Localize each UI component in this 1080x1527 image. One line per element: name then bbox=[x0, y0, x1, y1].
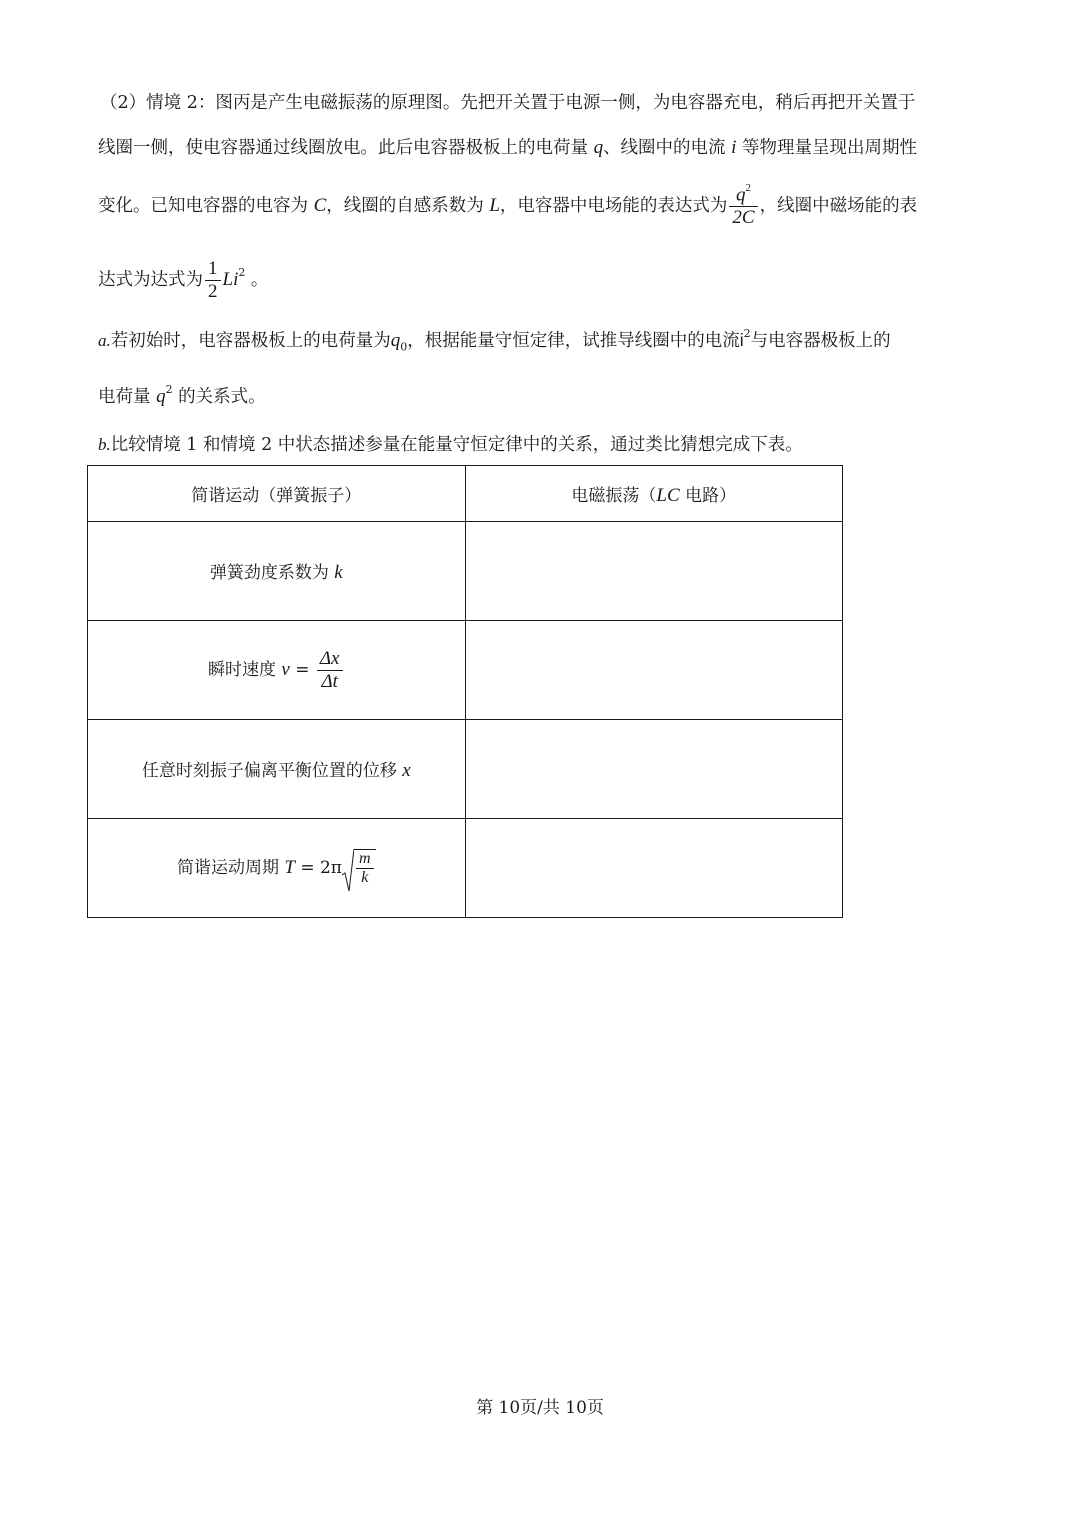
electric-energy-fraction bbox=[729, 184, 757, 229]
cell-answer-3[interactable] bbox=[465, 720, 843, 819]
magnetic-energy-fraction bbox=[205, 258, 221, 303]
paragraph-line-1 bbox=[100, 95, 915, 113]
row2-eq: = bbox=[289, 659, 315, 680]
part-a-text-4: 电荷量 bbox=[98, 386, 157, 407]
var-L: L bbox=[489, 195, 500, 217]
cell-answer-2[interactable] bbox=[465, 621, 843, 720]
var-C: C bbox=[313, 195, 327, 217]
header-right-LC: LC bbox=[656, 484, 680, 506]
row2-text: 瞬时速度 bbox=[208, 659, 282, 680]
cell-period bbox=[88, 819, 466, 918]
table-row bbox=[88, 819, 843, 918]
row1-text: 弹簧劲度系数为 bbox=[209, 563, 335, 583]
part-a-text-3: 与电容器极板上的 bbox=[750, 330, 891, 351]
header-em-oscillation bbox=[465, 466, 843, 522]
row4-den: k bbox=[361, 869, 369, 886]
cell-spring-constant bbox=[88, 522, 466, 621]
cell-displacement bbox=[88, 720, 466, 819]
var-i: i bbox=[731, 137, 737, 158]
row2-den: Δt bbox=[321, 670, 338, 692]
paragraph-line-3-c: ，电容器中电场能的表达式为 bbox=[499, 196, 728, 217]
part-a-line-1 bbox=[98, 327, 891, 354]
row4-var: T bbox=[284, 856, 295, 878]
velocity-fraction bbox=[317, 648, 343, 693]
var-q0: q bbox=[390, 329, 401, 351]
frac-num-q: q bbox=[735, 184, 746, 206]
row4-num: m bbox=[358, 849, 371, 867]
paragraph-line-2-c: 等物理量呈现出周期性 bbox=[736, 138, 917, 158]
paragraph-line-4 bbox=[98, 258, 268, 303]
var-Li: Li bbox=[222, 268, 239, 290]
paragraph-line-2-a: 线圈一侧，使电容器通过线圈放电。此后电容器极板上的电荷量 bbox=[98, 138, 594, 158]
paragraph-line-2 bbox=[98, 138, 917, 158]
part-a-text-1: 若初始时，电容器极板上的电荷量为 bbox=[110, 330, 391, 351]
part-b-text: 比较情境 1 和情境 2 中状态描述参量在能量守恒定律中的关系，通过类比猜想完成下表。 bbox=[110, 435, 803, 455]
i2-sup: 2 bbox=[743, 327, 751, 340]
part-a-line-2 bbox=[98, 383, 266, 407]
frac-den-2C: 2C bbox=[732, 207, 755, 229]
Li-sup: 2 bbox=[238, 266, 246, 280]
header-right-a: 电磁振荡（ bbox=[571, 485, 657, 506]
paragraph-line-3-d: ，线圈中磁场能的表 bbox=[759, 196, 918, 217]
frac-num-sup: 2 bbox=[745, 182, 751, 194]
var-q2: q bbox=[156, 385, 166, 407]
row2-var: v bbox=[281, 658, 290, 680]
part-a-label: a. bbox=[98, 330, 111, 350]
table-row bbox=[88, 720, 843, 819]
header-right-b: 电路） bbox=[679, 485, 737, 506]
q2-sup: 2 bbox=[165, 383, 173, 396]
table-row bbox=[88, 522, 843, 621]
paragraph-line-3 bbox=[98, 184, 917, 229]
row4-eq: = 2π bbox=[294, 857, 342, 878]
cell-velocity bbox=[88, 621, 466, 720]
var-i2: i bbox=[739, 329, 744, 350]
paragraph-line-3-a: 变化。已知电容器的电容为 bbox=[98, 196, 314, 217]
sqrt-sign bbox=[342, 849, 376, 888]
var-q: q bbox=[593, 137, 604, 158]
part-a-text-5: 的关系式。 bbox=[172, 386, 266, 407]
row4-text: 简谐运动周期 bbox=[176, 857, 285, 878]
frac-den-2: 2 bbox=[208, 280, 218, 302]
table-row bbox=[88, 621, 843, 720]
row3-var: x bbox=[402, 760, 411, 781]
radical-icon bbox=[342, 849, 354, 893]
row3-text: 任意时刻振子偏离平衡位置的位移 bbox=[141, 761, 403, 781]
paragraph-line-2-b: 、线圈中的电流 bbox=[603, 138, 732, 158]
cell-answer-1[interactable] bbox=[465, 522, 843, 621]
part-a-text-2: ，根据能量守恒定律，试推导线圈中的电流 bbox=[407, 330, 740, 351]
analogy-table bbox=[87, 465, 843, 918]
header-shm: 简谐运动（弹簧振子） bbox=[88, 466, 466, 522]
q0-sub: 0 bbox=[400, 340, 408, 354]
row1-var: k bbox=[334, 562, 343, 583]
frac-num-1: 1 bbox=[208, 258, 218, 279]
paragraph-line-4-a: 达式为达式为 bbox=[98, 269, 203, 290]
row2-num: Δx bbox=[319, 647, 340, 669]
part-b-line bbox=[98, 436, 803, 455]
paragraph-line-1-text: （2）情境 2：图丙是产生电磁振荡的原理图。先把开关置于电源一侧，为电容器充电，稍后再把开关置于 bbox=[100, 93, 916, 113]
table-header-row bbox=[88, 466, 843, 522]
paragraph-line-3-b: ，线圈的自感系数为 bbox=[326, 196, 490, 217]
part-b-label: b. bbox=[98, 435, 111, 454]
cell-answer-4[interactable] bbox=[465, 819, 843, 918]
paragraph-line-4-b: 。 bbox=[245, 269, 269, 290]
page-footer: 第 10页/共 10页 bbox=[476, 1398, 604, 1418]
